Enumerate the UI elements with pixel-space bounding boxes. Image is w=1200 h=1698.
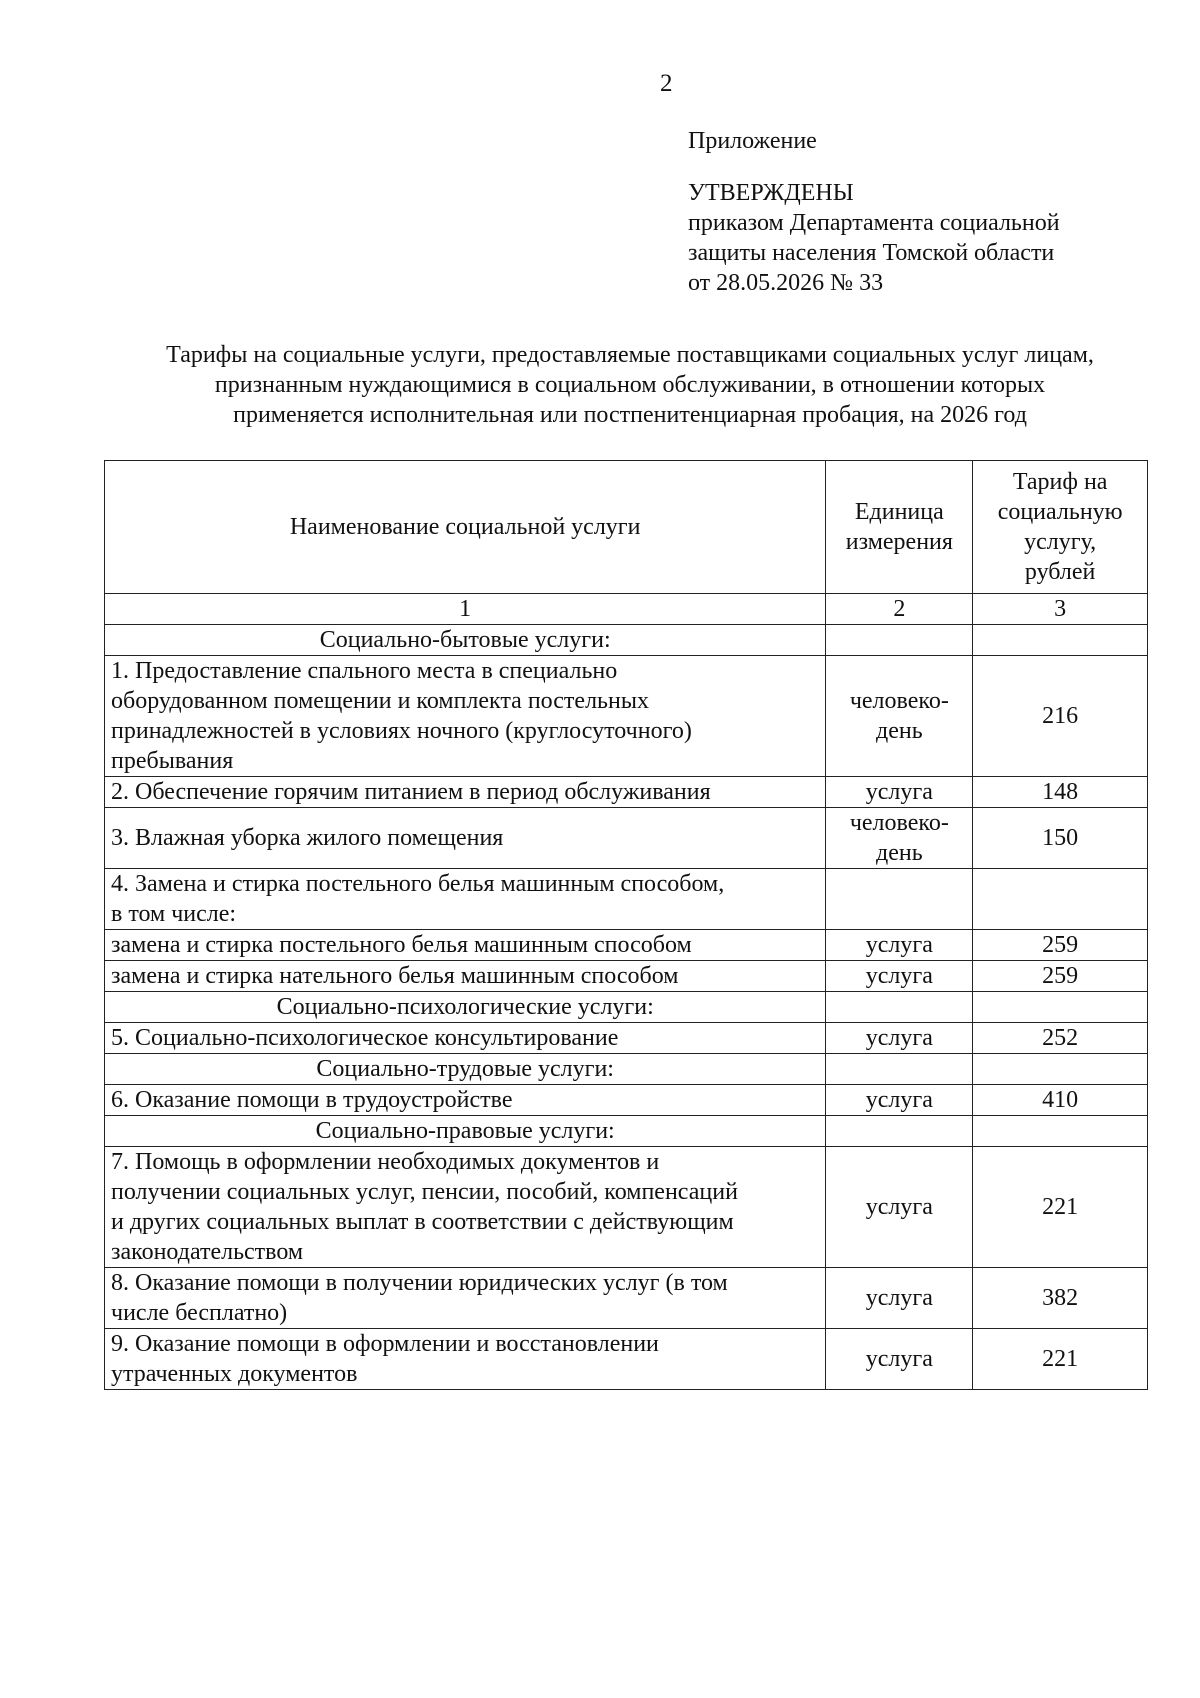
- unit-cell: [826, 656, 973, 777]
- header-tariff: [973, 461, 1148, 594]
- table-header-row: [105, 461, 1148, 594]
- column-number: 3: [973, 594, 1148, 625]
- title-line-1: Тарифы на социальные услуги, предоставляемые поставщиками социальных услуг лицам,: [166, 342, 1094, 368]
- approved-label: УТВЕРЖДЕНЫ: [688, 180, 854, 206]
- service-name-line: законодательством: [111, 1239, 304, 1265]
- unit-cell: [826, 1085, 973, 1116]
- tariff-cell: 221: [973, 1329, 1148, 1390]
- service-name-line: 5. Социально-психологическое консультирование: [111, 1025, 619, 1051]
- table-row: [105, 777, 1148, 808]
- tariff-cell: 150: [973, 808, 1148, 869]
- table-row: [105, 1147, 1148, 1268]
- tariff-cell: 148: [973, 777, 1148, 808]
- service-name-line: пребывания: [111, 748, 234, 774]
- section-empty-unit: [826, 1116, 973, 1147]
- service-name-line: 8. Оказание помощи в получении юридических услуг (в том: [111, 1270, 728, 1296]
- tariff-cell: 259: [973, 961, 1148, 992]
- service-name-line: 3. Влажная уборка жилого помещения: [111, 825, 504, 851]
- service-name-line: утраченных документов: [111, 1361, 358, 1387]
- unit-line: человеко-: [849, 810, 949, 836]
- unit-line: услуга: [865, 1285, 933, 1311]
- unit-line: день: [876, 840, 923, 866]
- page-number: 2: [660, 70, 673, 97]
- unit-line: услуга: [865, 932, 933, 958]
- table-row: [105, 808, 1148, 869]
- service-name-line: замена и стирка нательного белья машинным способом: [111, 963, 679, 989]
- table-row: [105, 1023, 1148, 1054]
- approval-line-2: защиты населения Томской области: [688, 240, 1055, 266]
- tariff-cell: 382: [973, 1268, 1148, 1329]
- unit-cell: [826, 777, 973, 808]
- service-name-line: 1. Предоставление спального места в специально: [111, 658, 618, 684]
- section-row: [105, 1116, 1148, 1147]
- service-name: [105, 1023, 826, 1054]
- service-name: [105, 777, 826, 808]
- table-row: [105, 656, 1148, 777]
- header-tariff-line: Тариф на: [1012, 469, 1108, 495]
- service-name: [105, 961, 826, 992]
- section-empty-tariff: [973, 1116, 1148, 1147]
- unit-line: день: [876, 718, 923, 744]
- unit-cell: [826, 930, 973, 961]
- unit-cell: [826, 1329, 973, 1390]
- approval-line-1: приказом Департамента социальной: [688, 210, 1060, 236]
- unit-line: услуга: [865, 1346, 933, 1372]
- approval-block: [688, 126, 1060, 298]
- column-number: 2: [826, 594, 973, 625]
- unit-line: услуга: [865, 963, 933, 989]
- unit-line: услуга: [865, 1194, 933, 1220]
- tariff-cell: [973, 869, 1148, 930]
- section-row: [105, 1054, 1148, 1085]
- service-name-line: 9. Оказание помощи в оформлении и восстановлении: [111, 1331, 659, 1357]
- header-name: [105, 461, 826, 594]
- unit-line: услуга: [865, 779, 933, 805]
- service-name-line: замена и стирка постельного белья машинным способом: [111, 932, 692, 958]
- table-row: [105, 1329, 1148, 1390]
- unit-cell: [826, 1268, 973, 1329]
- section-empty-unit: [826, 625, 973, 656]
- section-title: Социально-правовые услуги:: [105, 1116, 826, 1147]
- section-empty-tariff: [973, 625, 1148, 656]
- service-name: [105, 1147, 826, 1268]
- service-name-line: 2. Обеспечение горячим питанием в период обслуживания: [111, 779, 711, 805]
- service-name: [105, 1268, 826, 1329]
- service-name: [105, 1085, 826, 1116]
- unit-cell: [826, 961, 973, 992]
- header-unit-line: Единица: [854, 499, 944, 525]
- service-name: [105, 930, 826, 961]
- unit-line: услуга: [865, 1087, 933, 1113]
- column-number-row: [105, 594, 1148, 625]
- unit-line: [832, 884, 966, 914]
- header-tariff-line: социальную: [997, 499, 1123, 525]
- document-title: [104, 340, 1156, 430]
- service-name: [105, 808, 826, 869]
- header-tariff-line: услугу,: [1024, 529, 1097, 555]
- section-title: Социально-трудовые услуги:: [105, 1054, 826, 1085]
- tariff-cell: 252: [973, 1023, 1148, 1054]
- unit-line: услуга: [865, 1025, 933, 1051]
- tariff-cell: 410: [973, 1085, 1148, 1116]
- unit-cell: [826, 1147, 973, 1268]
- table-row: [105, 1268, 1148, 1329]
- tariff-cell: 259: [973, 930, 1148, 961]
- section-row: [105, 992, 1148, 1023]
- table-row: [105, 961, 1148, 992]
- title-line-2: признанным нуждающимися в социальном обслуживании, в отношении которых: [214, 372, 1046, 398]
- section-empty-unit: [826, 1054, 973, 1085]
- section-empty-unit: [826, 992, 973, 1023]
- table-body: [105, 625, 1148, 1390]
- header-unit-line: измерения: [845, 529, 953, 555]
- table-row: [105, 869, 1148, 930]
- header-tariff-line: рублей: [1024, 559, 1096, 585]
- service-name-line: 6. Оказание помощи в трудоустройстве: [111, 1087, 513, 1113]
- unit-cell: [826, 808, 973, 869]
- tariff-cell: 216: [973, 656, 1148, 777]
- section-empty-tariff: [973, 992, 1148, 1023]
- approval-line-3: от 28.05.2026 № 33: [688, 270, 884, 296]
- service-name-line: оборудованном помещении и комплекта постельных: [111, 688, 649, 714]
- section-title: Социально-бытовые услуги:: [105, 625, 826, 656]
- service-name: [105, 656, 826, 777]
- service-name-line: 4. Замена и стирка постельного белья машинным способом,: [111, 871, 725, 897]
- service-name-line: числе бесплатно): [111, 1300, 288, 1326]
- service-name-line: в том числе:: [111, 901, 237, 927]
- header-unit: [826, 461, 973, 594]
- unit-cell: [826, 869, 973, 930]
- unit-line: человеко-: [849, 688, 949, 714]
- title-line-3: применяется исполнительная или постпенитенциарная пробация, на 2026 год: [233, 402, 1027, 428]
- tariff-cell: 221: [973, 1147, 1148, 1268]
- service-name-line: 7. Помощь в оформлении необходимых документов и: [111, 1149, 660, 1175]
- service-name-line: получении социальных услуг, пенсии, пособий, компенсаций: [111, 1179, 738, 1205]
- table-row: [105, 930, 1148, 961]
- section-empty-tariff: [973, 1054, 1148, 1085]
- service-name-line: и других социальных выплат в соответствии с действующим: [111, 1209, 734, 1235]
- service-name: [105, 1329, 826, 1390]
- unit-cell: [826, 1023, 973, 1054]
- service-name: [105, 869, 826, 930]
- service-name-line: принадлежностей в условиях ночного (круглосуточного): [111, 718, 692, 744]
- tariffs-table: [104, 460, 1148, 1390]
- section-row: [105, 625, 1148, 656]
- header-name-text: Наименование социальной услуги: [289, 514, 641, 540]
- column-number: 1: [105, 594, 826, 625]
- section-title: Социально-психологические услуги:: [105, 992, 826, 1023]
- appendix-label: Приложение: [688, 128, 817, 154]
- table-row: [105, 1085, 1148, 1116]
